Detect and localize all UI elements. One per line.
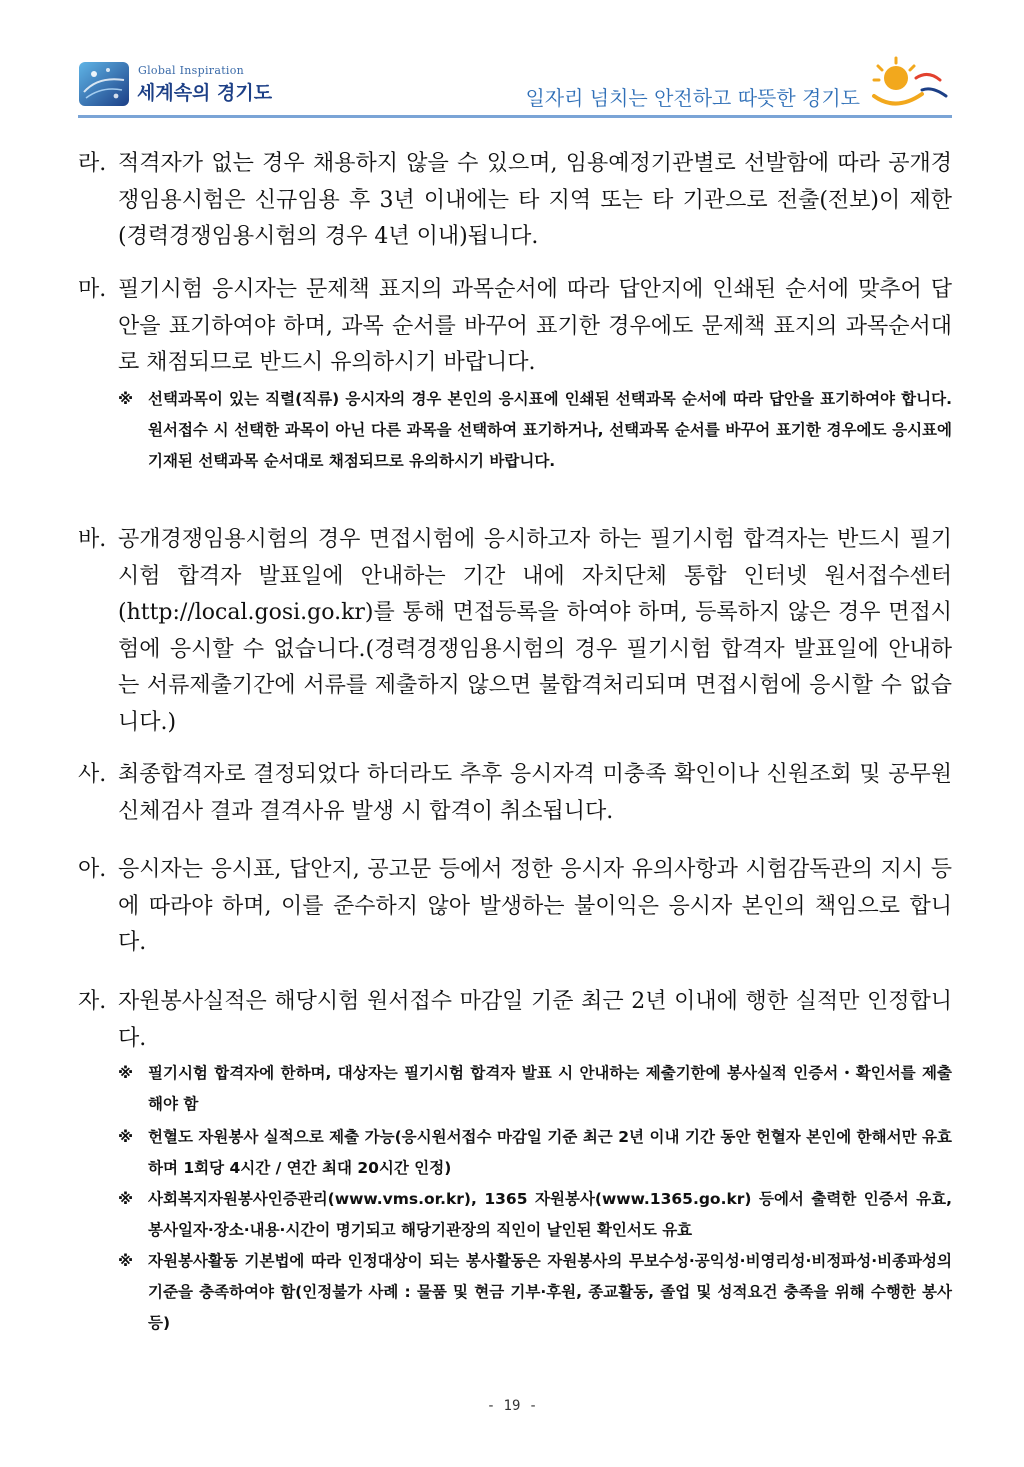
notice-item-ba (78, 522, 952, 741)
note-text: 자원봉사활동 기본법에 따라 인정대상이 되는 봉사활동은 자원봉사의 무보수성·공익성·비영리성·비정파성·비종파성의 기준을 충족하여야 함(인정불가 사례 : 물품 및 현금 기부·후원, 종교활동, 졸업 및 성적요건 충족을 위해 수행한 봉사 등) (148, 1252, 952, 1332)
reference-mark-icon: ※ (118, 1190, 134, 1208)
item-text: 적격자가 없는 경우 채용하지 않을 수 있으며, 임용예정기관별로 선발함에 따라 공개경쟁임용시험은 신규임용 후 3년 이내에는 타 지역 또는 타 기관으로 전출(전보)이 제한(경력경쟁임용시험의 경우 4년 이내)됩니다. (118, 151, 952, 249)
note-volunteer-criteria (118, 1246, 952, 1339)
item-marker: 바. (78, 527, 107, 552)
note-choice-subject (118, 384, 952, 477)
note-volunteer-submission (118, 1058, 952, 1120)
note-text: 선택과목이 있는 직렬(직류) 응시자의 경우 본인의 응시표에 인쇄된 선택과목 순서에 따라 답안을 표기하여야 합니다. 원서접수 시 선택한 과목이 아닌 다른 과목을 선택하여 표기하거나, 선택과목 순서를 바꾸어 표기한 경우에도 응시표에 기재된 선택과목 순서대로 채점되므로 유의하시기 바랍니다. (148, 390, 952, 470)
note-blood-donation (118, 1122, 952, 1184)
page-number: - 19 - (486, 1398, 538, 1414)
header-slogan: 일자리 넘치는 안전하고 따뜻한 경기도 (525, 86, 860, 110)
notice-item-ra (78, 146, 952, 256)
reference-mark-icon: ※ (118, 1064, 134, 1082)
note-text: 헌혈도 자원봉사 실적으로 제출 가능(응시원서접수 마감일 기준 최근 2년 이내 기간 동안 헌혈자 본인에 한해서만 유효하며 1회당 4시간 / 연간 최대 20시간 인정) (148, 1128, 952, 1177)
notice-item-a (78, 852, 952, 962)
page-header (78, 52, 952, 118)
logo-subtitle: Global Inspiration (138, 64, 245, 77)
item-text: 최종합격자로 결정되었다 하더라도 추후 응시자격 미충족 확인이나 신원조회 및 공무원신체검사 결과 결격사유 발생 시 합격이 취소됩니다. (118, 762, 952, 824)
note-text: 필기시험 합격자에 한하며, 대상자는 필기시험 합격자 발표 시 안내하는 제출기한에 봉사실적 인증서・확인서를 제출해야 함 (148, 1064, 952, 1113)
header-divider (78, 115, 952, 118)
item-text: 자원봉사실적은 해당시험 원서접수 마감일 기준 최근 2년 이내에 행한 실적만 인정합니다. (118, 989, 952, 1051)
item-marker: 라. (78, 151, 107, 176)
item-marker: 마. (78, 277, 107, 302)
item-text: 응시자는 응시표, 답안지, 공고문 등에서 정한 응시자 유의사항과 시험감독관의 지시 등에 따라야 하며, 이를 준수하지 않아 발생하는 불이익은 응시자 본인의 책임으로 합니다. (118, 857, 952, 955)
item-marker: 자. (78, 989, 107, 1014)
reference-mark-icon: ※ (118, 1128, 134, 1146)
note-text: 사회복지자원봉사인증관리(www.vms.or.kr), 1365 자원봉사(www.1365.go.kr) 등에서 출력한 인증서 유효, 봉사일자·장소·내용·시간이 명기되고 해당기관장의 직인이 날인된 확인서도 유효 (148, 1190, 952, 1239)
item-text: 필기시험 응시자는 문제책 표지의 과목순서에 따라 답안지에 인쇄된 순서에 맞추어 답안을 표기하여야 하며, 과목 순서를 바꾸어 표기한 경우에도 문제책 표지의 과목순서대로 채점되므로 반드시 유의하시기 바랍니다. (118, 277, 952, 375)
gyeonggi-globe-logo-icon (78, 58, 130, 110)
note-certificate-sites (118, 1184, 952, 1246)
notice-item-ja (78, 984, 952, 1057)
item-text: 공개경쟁임용시험의 경우 면접시험에 응시하고자 하는 필기시험 합격자는 반드시 필기시험 합격자 발표일에 안내하는 기간 내에 자치단체 통합 인터넷 원서접수센터(http://local.gosi.go.kr)를 통해 면접등록을 하여야 하며, 등록하지 않은 경우 면접시험에 응시할 수 없습니다.(경력경쟁임용시험의 경우 필기시험 합격자 발표일에 안내하는 서류제출기간에 서류를 제출하지 않으면 불합격처리되며 면접시험에 응시할 수 없습니다.) (118, 527, 952, 735)
item-marker: 사. (78, 762, 107, 787)
brand-sun-logo-icon (866, 56, 952, 112)
logo-title: 세계속의 경기도 (137, 82, 273, 104)
reference-mark-icon: ※ (118, 1252, 134, 1270)
notice-item-sa (78, 757, 952, 830)
reference-mark-icon: ※ (118, 390, 134, 408)
notice-item-ma (78, 272, 952, 382)
item-marker: 아. (78, 857, 107, 882)
